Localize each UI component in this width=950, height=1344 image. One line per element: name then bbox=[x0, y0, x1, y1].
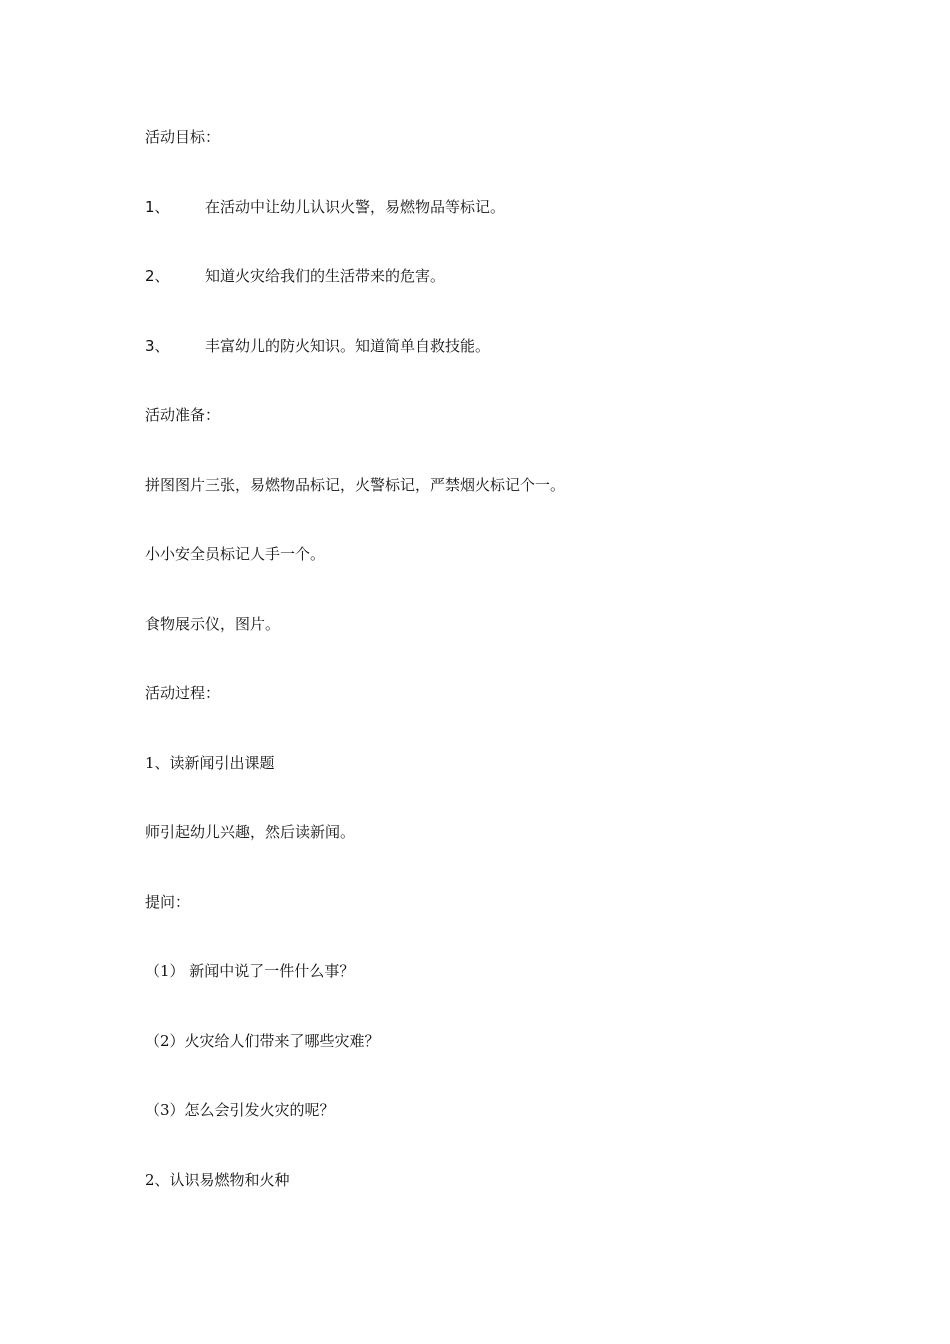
goal-number: 3、 bbox=[145, 337, 170, 355]
question-3: （3）怎么会引发火灾的呢？ bbox=[145, 1101, 335, 1119]
goal-text: 丰富幼儿的防火知识。知道简单自救技能。 bbox=[205, 337, 491, 355]
question-1: （1） 新闻中说了一件什么事？ bbox=[145, 962, 355, 980]
question-heading: 提问： bbox=[145, 893, 191, 911]
step2-title: 2、认识易燃物和火种 bbox=[145, 1171, 290, 1189]
prep-item-3: 食物展示仪，图片。 bbox=[145, 615, 281, 633]
process-heading: 活动过程： bbox=[145, 684, 221, 702]
goal-item-2 bbox=[145, 266, 445, 286]
goal-item-1 bbox=[145, 197, 505, 217]
step1-text: 师引起幼儿兴趣，然后读新闻。 bbox=[145, 823, 356, 841]
goal-number: 2、 bbox=[145, 267, 170, 285]
goals-heading: 活动目标： bbox=[145, 128, 221, 146]
prep-heading: 活动准备： bbox=[145, 406, 221, 424]
prep-item-1: 拼图图片三张，易燃物品标记，火警标记，严禁烟火标记个一。 bbox=[145, 476, 566, 494]
goal-text: 知道火灾给我们的生活带来的危害。 bbox=[205, 267, 446, 285]
step1-title: 1、读新闻引出课题 bbox=[145, 754, 275, 772]
goal-item-3 bbox=[145, 336, 490, 356]
goal-text: 在活动中让幼儿认识火警，易燃物品等标记。 bbox=[205, 198, 506, 216]
prep-item-2: 小小安全员标记人手一个。 bbox=[145, 545, 326, 563]
question-2: （2）火灾给人们带来了哪些灾难？ bbox=[145, 1032, 380, 1050]
goal-number: 1、 bbox=[145, 198, 170, 216]
